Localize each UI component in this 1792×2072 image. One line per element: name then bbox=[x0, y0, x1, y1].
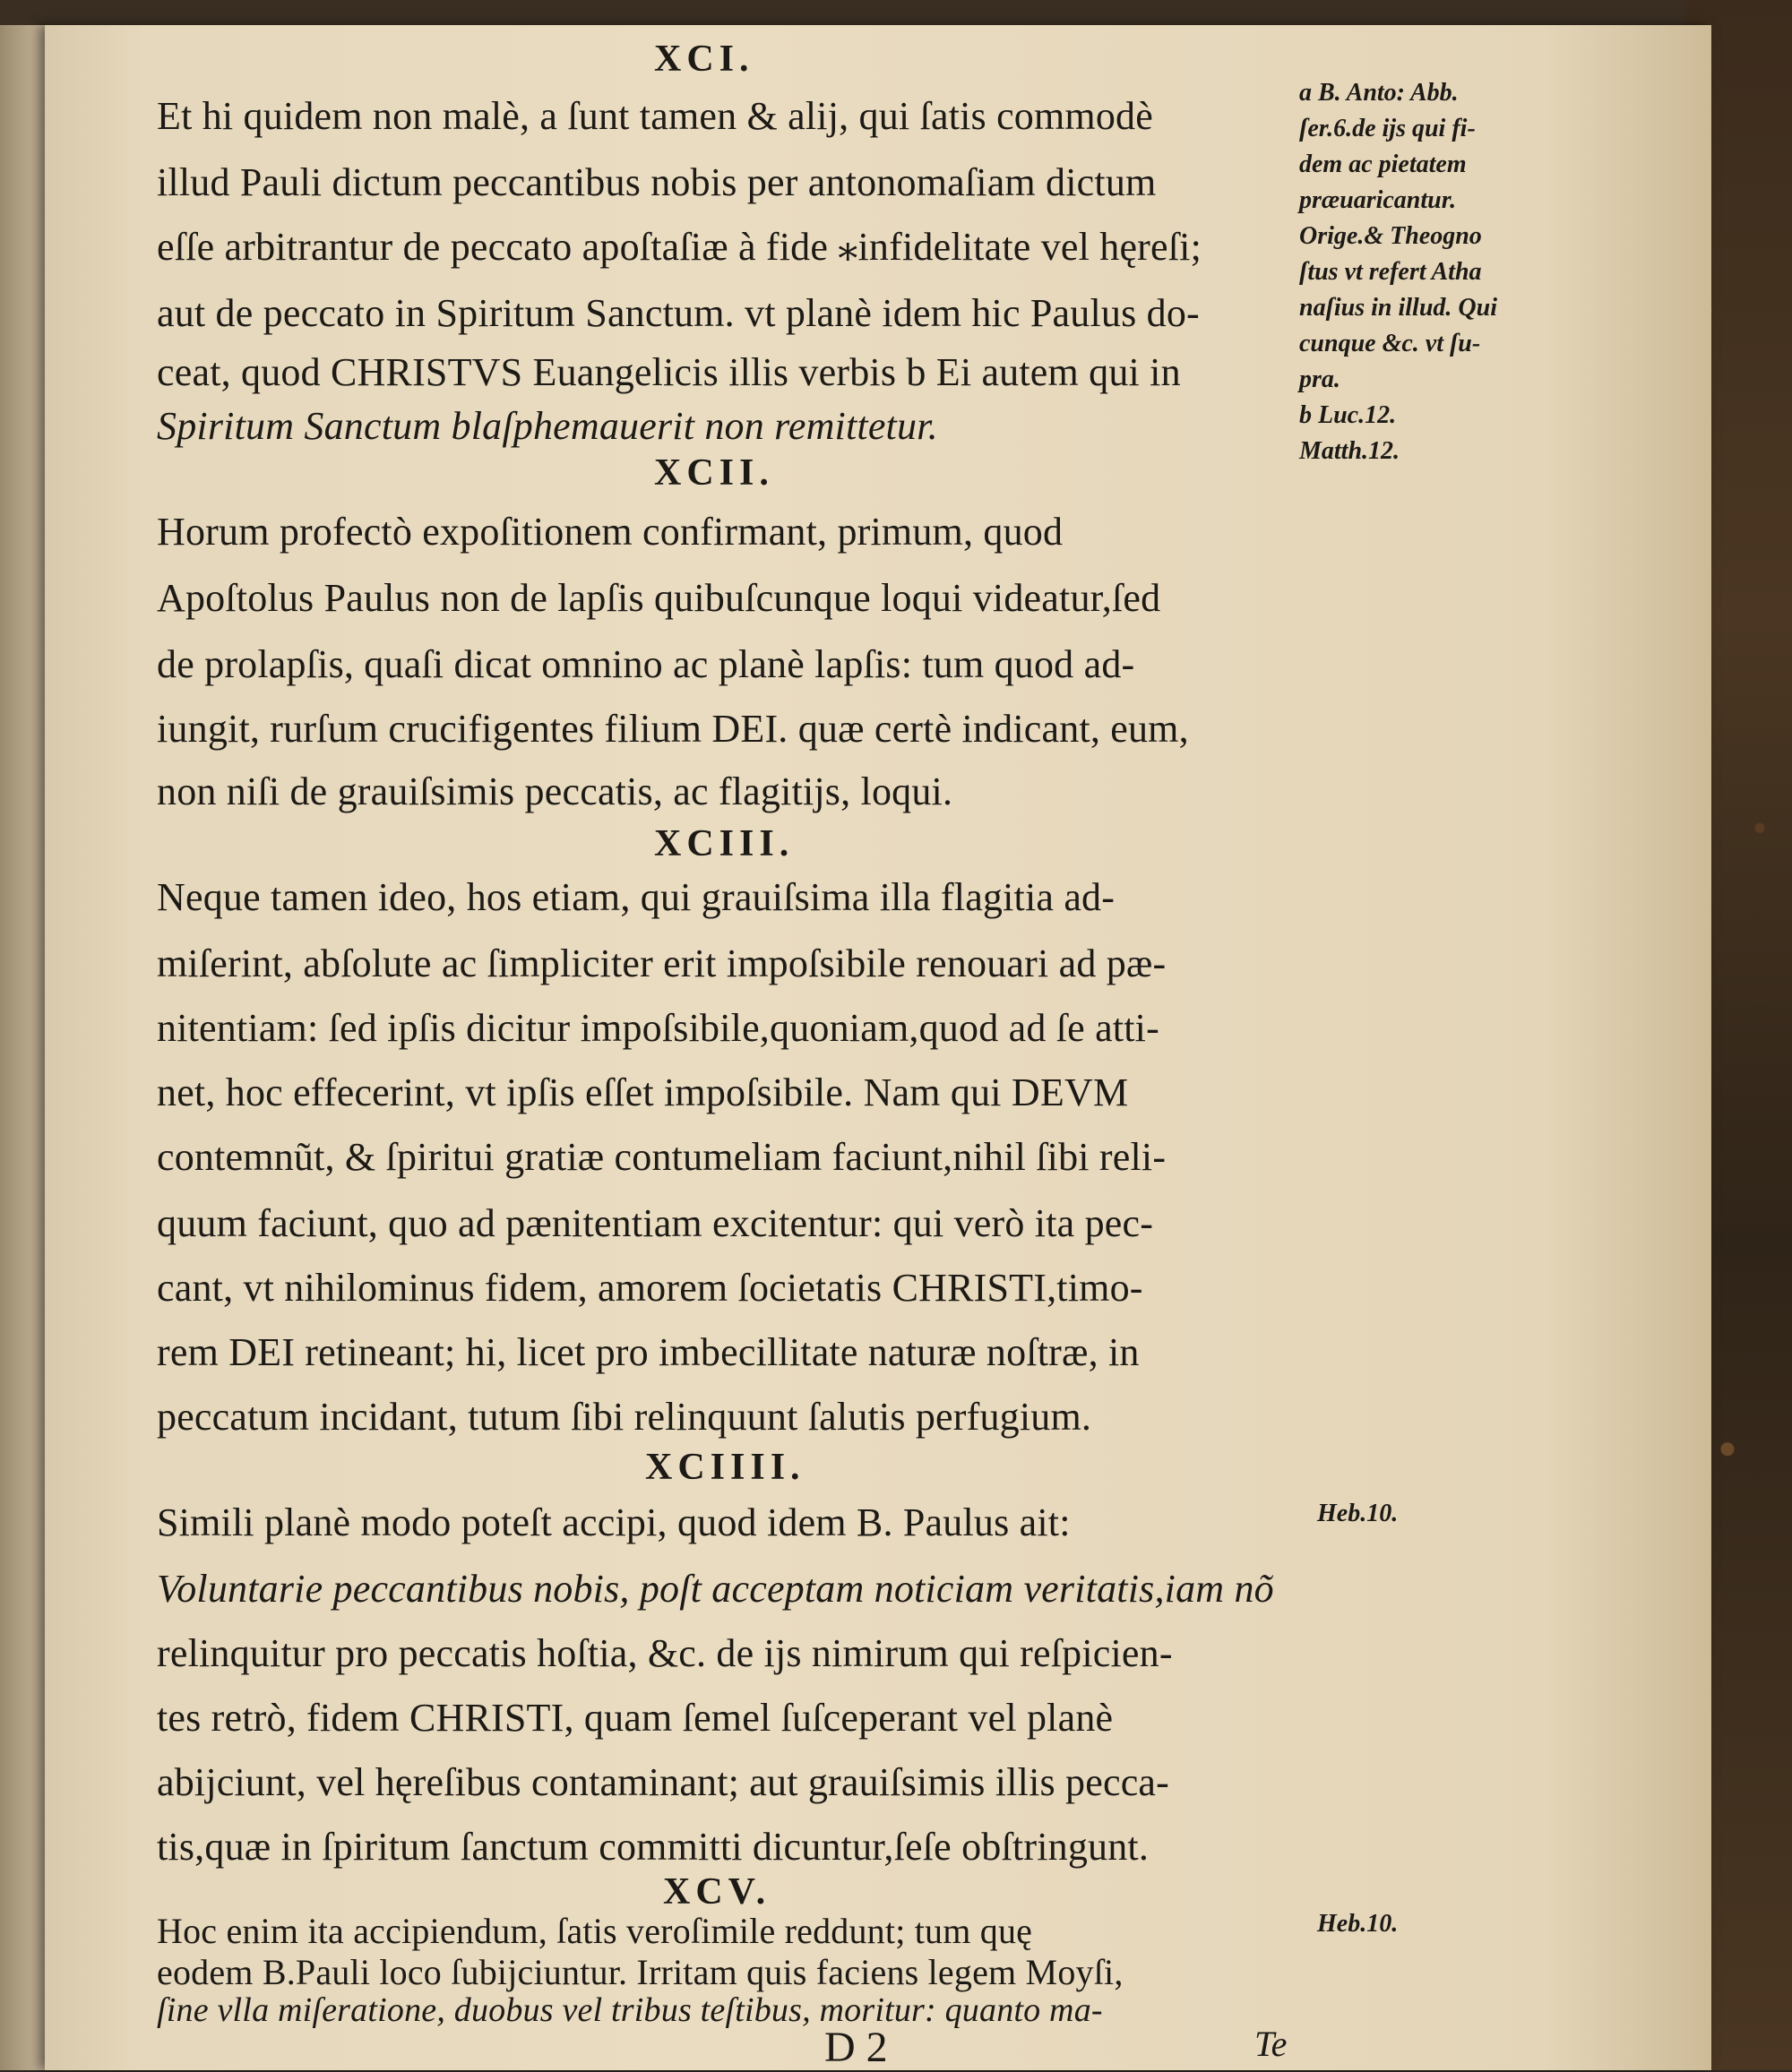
margin-note: Orige.& Theogno bbox=[1299, 222, 1482, 250]
section-heading: XCI. bbox=[654, 39, 754, 80]
text-line: miſerint, abſolute ac ſimpliciter erit impoſsibile renouari ad pæ- bbox=[157, 941, 1167, 985]
text-line: ceat, quod CHRISTVS Euangelicis illis verbis b Ei autem qui in bbox=[157, 350, 1181, 394]
text-line: abijciunt, vel hęreſibus contaminant; aut grauiſsimis illis pecca- bbox=[157, 1760, 1170, 1804]
text-line: tis,quæ in ſpiritum ſanctum committi dicuntur,ſeſe obſtringunt. bbox=[157, 1825, 1150, 1869]
text-line: Et hi quidem non malè, a ſunt tamen & alij, qui ſatis commodè bbox=[157, 94, 1153, 138]
text-line: rem DEI retineant; hi, licet pro imbecillitate naturæ noſtræ, in bbox=[157, 1330, 1140, 1374]
margin-note: dem ac pietatem bbox=[1299, 150, 1467, 178]
catchword: Te bbox=[1254, 2024, 1288, 2064]
text-line: illud Pauli dictum peccantibus nobis per antonomaſiam dictum bbox=[157, 160, 1157, 204]
text-line: de prolapſis, quaſi dicat omnino ac planè lapſis: tum quod ad- bbox=[157, 642, 1135, 686]
margin-note: præuaricantur. bbox=[1299, 186, 1457, 214]
text-line: contemnũt, & ſpiritui gratiæ contumeliam faciunt,nihil ſibi reli- bbox=[157, 1135, 1167, 1179]
text-line: eodem B.Pauli loco ſubijciuntur. Irritam quis faciens legem Moyſi, bbox=[157, 1952, 1124, 1992]
text-line: eſſe arbitrantur de peccato apoſtaſiæ à fide ⁎infidelitate vel hęreſi; bbox=[157, 225, 1202, 269]
book-page bbox=[45, 25, 1711, 2070]
text-line: net, hoc effecerint, vt ipſis eſſet impoſsibile. Nam qui DEVM bbox=[157, 1070, 1129, 1114]
facing-page-edge bbox=[0, 25, 45, 2070]
text-line: peccatum incidant, tutum ſibi relinquunt ſalutis perfugium. bbox=[157, 1395, 1092, 1439]
text-line: quum faciunt, quo ad pænitentiam excitentur: qui verò ita pec- bbox=[157, 1201, 1154, 1245]
background-top bbox=[0, 0, 1792, 25]
signature-mark: D 2 bbox=[824, 2024, 888, 2071]
text-line: cant, vt nihilominus fidem, amorem ſocietatis CHRISTI,timo- bbox=[157, 1266, 1143, 1310]
text-line: Voluntarie peccantibus nobis, poſt acceptam noticiam veritatis,iam nõ bbox=[157, 1567, 1274, 1611]
margin-note: ſtus vt refert Atha bbox=[1299, 258, 1482, 286]
text-line: Hoc enim ita accipiendum, ſatis veroſimile reddunt; tum quę bbox=[157, 1911, 1033, 1951]
text-line: Apoſtolus Paulus non de lapſis quibuſcunque loqui videatur,ſed bbox=[157, 576, 1161, 620]
margin-note: a B. Anto: Abb. bbox=[1299, 79, 1459, 107]
text-line: aut de peccato in Spiritum Sanctum. vt planè idem hic Paulus do- bbox=[157, 291, 1200, 335]
section-heading: XCII. bbox=[654, 452, 774, 494]
text-line: ſine vlla miſeratione, duobus vel tribus teſtibus, moritur: quanto ma- bbox=[157, 1991, 1103, 2029]
section-heading: XCIIII. bbox=[645, 1447, 806, 1488]
text-line: Horum profectò expoſitionem confirmant, primum, quod bbox=[157, 510, 1064, 554]
text-line: relinquitur pro peccatis hoſtia, &c. de ijs nimirum qui reſpicien- bbox=[157, 1631, 1173, 1675]
text-line: Simili planè modo poteſt accipi, quod idem B. Paulus ait: bbox=[157, 1500, 1071, 1544]
text-line: nitentiam: ſed ipſis dicitur impoſsibile,quoniam,quod ad ſe atti- bbox=[157, 1006, 1159, 1050]
section-heading: XCV. bbox=[663, 1871, 771, 1913]
text-line: non niſi de grauiſsimis peccatis, ac flagitijs, loqui. bbox=[157, 769, 953, 813]
margin-note: naſius in illud. Qui bbox=[1299, 294, 1497, 322]
margin-note: Heb.10. bbox=[1317, 1500, 1399, 1527]
margin-note: cunque &c. vt ſu- bbox=[1299, 330, 1481, 357]
section-heading: XCIII. bbox=[654, 823, 795, 864]
text-line: tes retrò, fidem CHRISTI, quam ſemel ſuſceperant vel planè bbox=[157, 1696, 1114, 1740]
margin-note: Heb.10. bbox=[1317, 1910, 1399, 1938]
text-line: iungit, rurſum crucifigentes filium DEI. quæ certè indicant, eum, bbox=[157, 707, 1189, 751]
margin-note: ſer.6.de ijs qui fi- bbox=[1299, 115, 1476, 142]
margin-note: Matth.12. bbox=[1299, 437, 1400, 465]
text-line: Spiritum Sanctum blaſphemauerit non remittetur. bbox=[157, 404, 938, 448]
margin-note: pra. bbox=[1299, 365, 1340, 393]
margin-note: b Luc.12. bbox=[1299, 401, 1397, 429]
text-line: Neque tamen ideo, hos etiam, qui grauiſsima illa flagitia ad- bbox=[157, 875, 1116, 919]
